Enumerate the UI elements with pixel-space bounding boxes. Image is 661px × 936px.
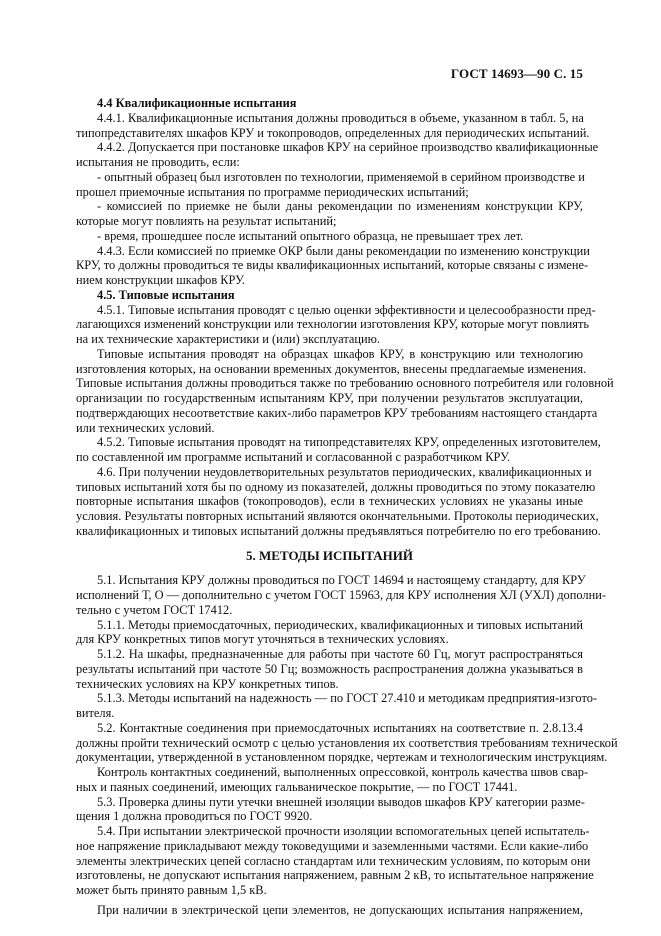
paragraph-line: При наличии в электрической цепи элементов, не допускающих испытания напряжением, — [97, 902, 583, 917]
paragraph-line: 4.4.3. Если комиссией по приемке ОКР были даны рекомендации по изменению конструкции — [97, 243, 590, 258]
list-item-line: - комиссией по приемке не были даны рекомендации по изменениям конструкции КРУ, — [97, 199, 583, 214]
paragraph-line: на их технические характеристики и (или) эксплуатацию. — [76, 332, 381, 346]
document-body — [76, 96, 618, 918]
list-item-line: которые могут повлиять на результат испытаний; — [76, 214, 337, 228]
paragraph-line: лагающихся изменений конструкции или технологии изготовления КРУ, которые могут повлиять — [76, 317, 590, 332]
section-heading-4-5: 4.5. Типовые испытания — [97, 287, 235, 302]
paragraph-line: изготовления которых, на основании временных документов, внесены предлагаемые изменения. — [76, 361, 587, 376]
paragraph-line: исполнений Т, О — дополнительно с учетом ГОСТ 15963, для КРУ исполнения ХЛ (УХЛ) дополни- — [76, 588, 606, 602]
paragraph-line: может быть принято равным 1,5 кВ. — [76, 883, 267, 897]
paragraph-line: ное напряжение прикладывают между токоведущими и заземленными частями. Если какие-либо — [76, 838, 589, 853]
paragraph-line: условия. Результаты повторных испытаний являются окончательными. Протоколы периодических, — [76, 509, 599, 523]
paragraph-line: 5.1.2. На шкафы, предназначенные для работы при частоте 60 Гц, могут распространяться — [97, 647, 583, 661]
paragraph-line: 4.4.1. Квалификационные испытания должны проводиться в объеме, указанном в табл. 5, на — [97, 110, 584, 125]
paragraph-line: Контроль контактных соединений, выполненных опрессовкой, контроль качества швов свар- — [97, 765, 589, 779]
paragraph-line: элементы электрических цепей согласно стандартам или техническим условиям, по которым они — [76, 853, 591, 868]
paragraph-line: повторные испытания шкафов (токопроводов), если в технических условиях не указаны иные — [76, 494, 583, 509]
paragraph-line: вителя. — [76, 706, 115, 720]
paragraph-line: или технических условий. — [76, 420, 215, 435]
section-heading-5: 5. МЕТОДЫ ИСПЫТАНИЙ — [246, 547, 413, 563]
paragraph-line: 4.4.2. Допускается при постановке шкафов КРУ на серийное производство квалификационные — [97, 140, 599, 155]
paragraph-line: типовых испытаний хотя бы по одному из показателей, должны проводиться по этому показателю — [76, 479, 596, 494]
paragraph-line: 4.5.1. Типовые испытания проводят с целью оценки эффективности и целесообразности пред- — [97, 302, 596, 317]
paragraph-line: изготовлены, не допускают испытания напряжением, равным 2 кВ, то испытательное напряжение — [76, 868, 594, 883]
paragraph-line: 5.4. При испытании электрической прочности изоляции вспомогательных цепей испытатель- — [97, 824, 590, 838]
paragraph-line: тельно с учетом ГОСТ 17412. — [76, 602, 233, 617]
paragraph-line: организации по государственным испытаниям КРУ, при получении результатов эксплуатации, — [76, 391, 583, 405]
paragraph-line: должны пройти технический осмотр с целью установления их соответствия требованиям технической — [76, 735, 618, 750]
paragraph-line: результаты испытаний при частоте 50 Гц; возможность распространения должна указываться в — [76, 661, 583, 676]
section-heading-4-4: 4.4 Квалификационные испытания — [97, 96, 297, 110]
paragraph-line: технических условиях на КРУ конкретных типов. — [76, 676, 339, 691]
paragraph-line: 5.1.1. Методы приемосдаточных, периодических, квалификационных и типовых испытаний — [97, 617, 584, 632]
list-item-line: прошел приемочные испытания по программе периодических испытаний; — [76, 184, 469, 199]
paragraph-line: щения 1 должна проводиться по ГОСТ 9920. — [76, 809, 313, 824]
paragraph-line: 4.5.2. Типовые испытания проводят на типопредставителях КРУ, определенных изготовителем, — [97, 435, 601, 450]
paragraph-line: 5.1.3. Методы испытаний на надежность — по ГОСТ 27.410 и методикам предприятия-изгото- — [97, 691, 598, 706]
paragraph-line: 4.6. При получении неудовлетворительных результатов периодических, квалификационных и — [97, 464, 592, 479]
paragraph-line: Типовые испытания проводят на образцах шкафов КРУ, в конструкцию или технологию — [97, 346, 583, 361]
paragraph-line: по составленной им программе испытаний и согласованной с разработчиком КРУ. — [76, 450, 510, 464]
paragraph-line: документации, утвержденной в установленном порядке, чертежам и технологическим инструкциям. — [76, 750, 608, 765]
paragraph-line: квалификационных и типовых испытаний должны предъявляться потребителю по его требованию. — [76, 523, 601, 538]
paragraph-line: подтверждающих несоответствие каких-либо параметров КРУ требованиям настоящего стандарта — [76, 405, 598, 420]
paragraph-line: нием конструкции шкафов КРУ. — [76, 273, 245, 287]
paragraph-line: 5.1. Испытания КРУ должны проводиться по ГОСТ 14694 и настоящему стандарту, для КРУ — [97, 573, 586, 588]
paragraph-line: 5.2. Контактные соединения при приемосдаточных испытаниях на соответствие п. 2.8.13.4 — [97, 720, 583, 735]
page-header: ГОСТ 14693—90 С. 15 — [450, 66, 583, 81]
paragraph-line: ных и паяных соединений, имеющих гальваническое покрытие, — по ГОСТ 17441. — [76, 779, 518, 794]
paragraph-line: 5.3. Проверка длины пути утечки внешней изоляции выводов шкафов КРУ категории разме- — [97, 794, 585, 809]
list-item-line: - время, прошедшее после испытаний опытного образца, не превышает трех лет. — [97, 228, 524, 243]
list-item-line: - опытный образец был изготовлен по технологии, применяемой в серийном производстве и — [97, 169, 585, 184]
paragraph-line: типопредставителях шкафов КРУ и токопроводов, определенных для периодических испытаний. — [76, 125, 590, 140]
paragraph-line: для КРУ конкретных типов могут уточняться в технических условиях. — [76, 632, 449, 647]
paragraph-line: КРУ, то должны проводиться те виды квалификационных испытаний, которые связаны с измене- — [76, 258, 589, 273]
paragraph-line: испытания не проводить, если: — [76, 155, 240, 169]
paragraph-line: Типовые испытания должны проводиться также по требованию основного потребителя или головной — [76, 376, 614, 391]
